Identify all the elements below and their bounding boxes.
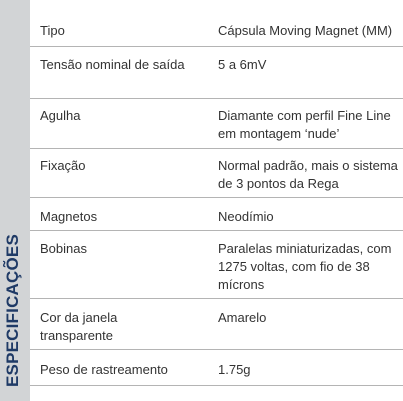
spec-label: Agulha — [40, 108, 81, 123]
spec-row-tipo — [30, 22, 403, 47]
spec-label: Bobinas — [40, 241, 87, 256]
spec-row-fixacao — [30, 157, 403, 198]
spec-label: Tensão nominal de saída — [40, 57, 185, 72]
spec-label: Peso de rastreamento — [40, 362, 168, 377]
spec-row-cor-janela — [30, 309, 403, 350]
spec-label: Magnetos — [40, 209, 98, 224]
section-title: ESPECIFICAÇÕES — [3, 234, 22, 387]
spec-row-magnetos — [30, 208, 403, 231]
spec-value: Paralelas miniaturizadas, com 1275 voltas, com fio de 38 mícrons — [218, 241, 392, 292]
spec-value: Amarelo — [218, 310, 267, 325]
spec-label: Fixação — [40, 158, 86, 173]
spec-row-bobinas — [30, 240, 403, 299]
spec-value: Neodímio — [218, 209, 274, 224]
spec-label: Cor da janela transparente — [40, 310, 118, 343]
side-bar — [0, 0, 30, 401]
spec-value: Cápsula Moving Magnet (MM) — [218, 23, 393, 38]
spec-row-peso — [30, 361, 403, 386]
spec-label: Tipo — [40, 23, 65, 38]
spec-row-agulha — [30, 107, 403, 149]
spec-value: Diamante com perfil Fine Line em montagem ‘nude’ — [218, 108, 391, 141]
spec-value: 1.75g — [218, 362, 251, 377]
spec-value: Normal padrão, mais o sistema de 3 pontos da Rega — [218, 158, 398, 191]
spec-row-tensao — [30, 56, 403, 99]
spec-value: 5 a 6mV — [218, 57, 267, 72]
